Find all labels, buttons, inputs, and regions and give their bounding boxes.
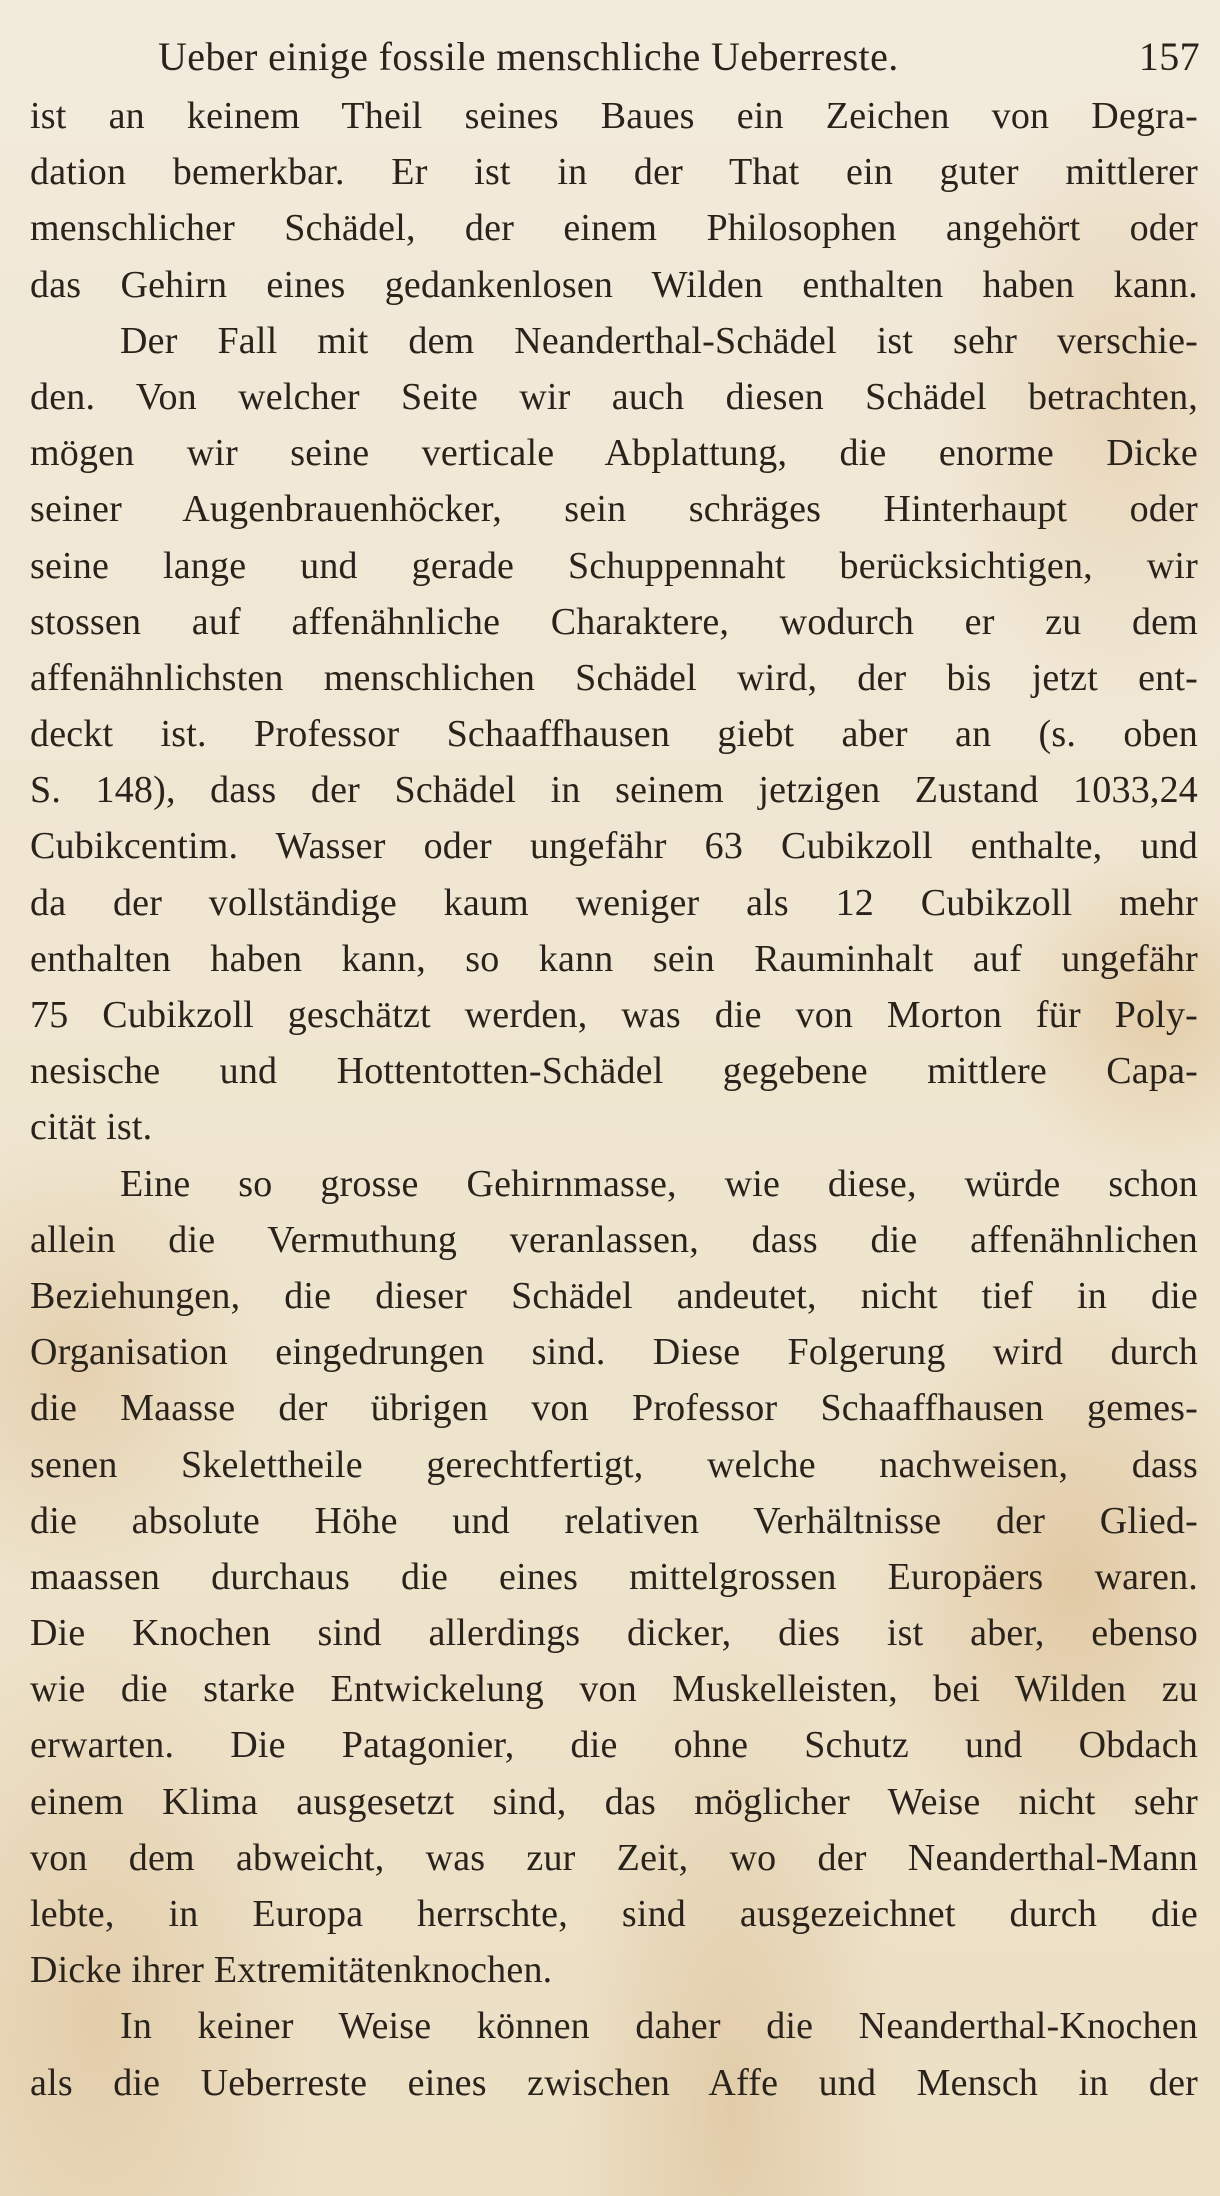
text-line: enthalten haben kann, so kann sein Rauminhalt auf ungefähr [30, 937, 1198, 980]
paragraph-start-line: Eine so grosse Gehirnmasse, wie diese, würde schon [120, 1162, 1198, 1205]
text-line: da der vollständige kaum weniger als 12 Cubikzoll mehr [30, 881, 1198, 924]
text-line: Beziehungen, die dieser Schädel andeutet, nicht tief in die [30, 1274, 1198, 1317]
text-line: Organisation eingedrungen sind. Diese Folgerung wird durch [30, 1331, 1198, 1374]
text-line: 75 Cubikzoll geschätzt werden, was die von Morton für Poly- [30, 994, 1198, 1036]
text-line: seine lange und gerade Schuppennaht berücksichtigen, wir [30, 544, 1198, 587]
text-line: ist an keinem Theil seines Baues ein Zeichen von Degra- [30, 95, 1198, 137]
text-line: allein die Vermuthung veranlassen, dass die affenähnlichen [30, 1218, 1198, 1261]
text-line: den. Von welcher Seite wir auch diesen Schädel betrachten, [30, 375, 1198, 418]
paragraph-end-line: Dicke ihrer Extremitätenknochen. [30, 1949, 553, 1992]
text-line: Cubikcentim. Wasser oder ungefähr 63 Cubikzoll enthalte, und [30, 825, 1198, 868]
book-page [30, 30, 1200, 2111]
text-line: von dem abweicht, was zur Zeit, wo der Neanderthal-Mann [30, 1836, 1198, 1879]
text-line: affenähnlichsten menschlichen Schädel wird, der bis jetzt ent- [30, 656, 1198, 699]
text-line: lebte, in Europa herrschte, sind ausgezeichnet durch die [30, 1893, 1198, 1935]
running-title: Ueber einige fossile menschliche Ueberreste. [158, 34, 899, 79]
text-line: maassen durchaus die eines mittelgrossen Europäers waren. [30, 1555, 1198, 1598]
text-line: die absolute Höhe und relativen Verhältnisse der Glied- [30, 1499, 1198, 1542]
text-line: Die Knochen sind allerdings dicker, dies ist aber, ebenso [30, 1612, 1198, 1655]
text-line: stossen auf affenähnliche Charaktere, wodurch er zu dem [30, 600, 1198, 643]
page-number: 157 [1138, 34, 1200, 79]
text-line: nesische und Hottentotten-Schädel gegebene mittlere Capa- [30, 1050, 1198, 1093]
text-line: als die Ueberreste eines zwischen Affe und Mensch in der [30, 2061, 1198, 2104]
text-line: seiner Augenbrauenhöcker, sein schräges Hinterhaupt oder [30, 488, 1198, 531]
body-text [30, 88, 1200, 2111]
paragraph-start-line: Der Fall mit dem Neanderthal-Schädel ist sehr verschie- [120, 319, 1198, 362]
text-line: wie die starke Entwickelung von Muskelleisten, bei Wilden zu [30, 1668, 1198, 1711]
text-line: das Gehirn eines gedankenlosen Wilden enthalten haben kann. [30, 263, 1198, 306]
text-line: senen Skelettheile gerechtfertigt, welche nachweisen, dass [30, 1443, 1198, 1486]
text-line: menschlicher Schädel, der einem Philosophen angehört oder [30, 207, 1198, 250]
text-line: erwarten. Die Patagonier, die ohne Schutz und Obdach [30, 1724, 1198, 1767]
page-header [30, 30, 1200, 84]
text-line: dation bemerkbar. Er ist in der That ein guter mittlerer [30, 151, 1198, 194]
paragraph-end-line: cität ist. [30, 1106, 153, 1149]
text-line: mögen wir seine verticale Abplattung, die enorme Dicke [30, 432, 1198, 475]
text-line: deckt ist. Professor Schaaffhausen giebt aber an (s. oben [30, 713, 1198, 756]
text-line: einem Klima ausgesetzt sind, das möglicher Weise nicht sehr [30, 1780, 1198, 1823]
text-line: die Maasse der übrigen von Professor Schaaffhausen gemes- [30, 1387, 1198, 1430]
paragraph-start-line: In keiner Weise können daher die Neanderthal-Knochen [120, 2005, 1198, 2048]
text-line: S. 148), dass der Schädel in seinem jetzigen Zustand 1033,24 [30, 769, 1198, 812]
